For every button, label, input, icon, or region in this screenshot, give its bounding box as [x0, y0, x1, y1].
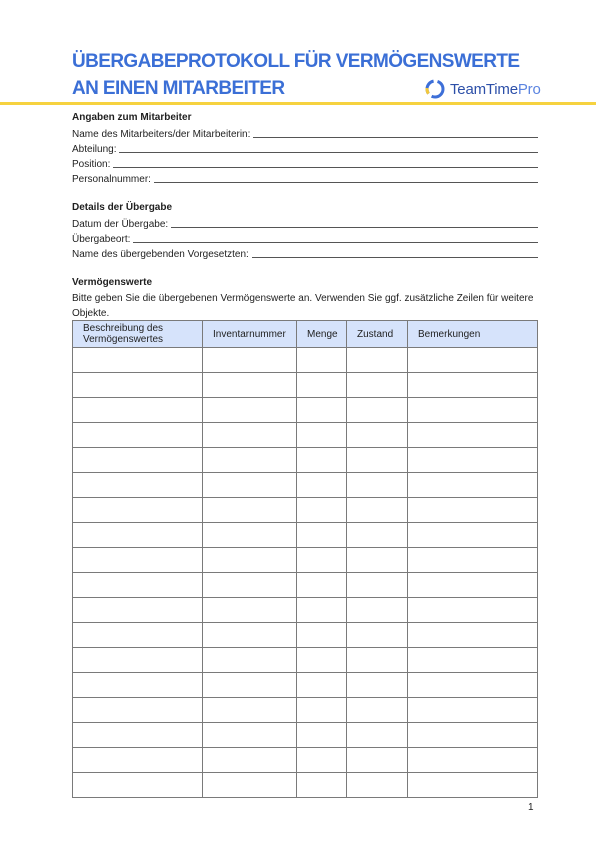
table-row — [73, 748, 538, 773]
table-cell[interactable] — [297, 473, 347, 498]
table-cell[interactable] — [347, 398, 408, 423]
table-cell[interactable] — [73, 673, 203, 698]
table-row — [73, 373, 538, 398]
table-cell[interactable] — [203, 623, 297, 648]
table-cell[interactable] — [347, 773, 408, 798]
table-cell[interactable] — [347, 598, 408, 623]
field-label: Übergabeort: — [72, 234, 131, 245]
table-cell[interactable] — [73, 723, 203, 748]
column-header-remarks: Bemerkungen — [408, 321, 538, 348]
table-cell[interactable] — [203, 448, 297, 473]
table-cell[interactable] — [73, 498, 203, 523]
table-cell[interactable] — [347, 748, 408, 773]
fill-line[interactable] — [113, 159, 538, 168]
table-cell[interactable] — [73, 423, 203, 448]
employee-section-heading: Angaben zum Mitarbeiter — [72, 112, 192, 123]
table-cell[interactable] — [73, 598, 203, 623]
table-cell[interactable] — [203, 473, 297, 498]
table-cell[interactable] — [297, 648, 347, 673]
table-row — [73, 773, 538, 798]
table-row — [73, 573, 538, 598]
table-row — [73, 673, 538, 698]
table-cell[interactable] — [347, 623, 408, 648]
table-cell[interactable] — [203, 548, 297, 573]
table-cell[interactable] — [73, 573, 203, 598]
table-cell[interactable] — [347, 473, 408, 498]
fill-line[interactable] — [133, 234, 538, 243]
table-cell[interactable] — [408, 598, 538, 623]
fill-line[interactable] — [171, 219, 538, 228]
table-cell[interactable] — [408, 623, 538, 648]
table-row — [73, 723, 538, 748]
table-header-row — [73, 321, 538, 348]
table-cell[interactable] — [297, 698, 347, 723]
table-row — [73, 498, 538, 523]
table-cell[interactable] — [297, 773, 347, 798]
table-cell[interactable] — [408, 423, 538, 448]
department-field[interactable] — [72, 141, 538, 155]
table-row — [73, 623, 538, 648]
table-cell[interactable] — [297, 498, 347, 523]
table-cell[interactable] — [297, 423, 347, 448]
table-cell[interactable] — [408, 673, 538, 698]
table-row — [73, 473, 538, 498]
table-row — [73, 398, 538, 423]
table-cell[interactable] — [73, 748, 203, 773]
table-cell[interactable] — [408, 498, 538, 523]
table-row — [73, 598, 538, 623]
logo-text-main: TeamTime — [450, 80, 518, 98]
supervisor-name-field[interactable] — [72, 246, 538, 260]
logo-wordmark — [450, 81, 541, 98]
table-cell[interactable] — [203, 523, 297, 548]
page-number: 1 — [528, 802, 534, 813]
table-cell[interactable] — [408, 523, 538, 548]
table-cell[interactable] — [297, 398, 347, 423]
employee-name-field[interactable] — [72, 126, 538, 140]
logo-icon — [424, 78, 446, 100]
column-header-condition: Zustand — [347, 321, 408, 348]
teamtimepro-logo — [424, 77, 541, 101]
table-cell[interactable] — [203, 748, 297, 773]
field-label: Abteilung: — [72, 144, 117, 155]
table-cell[interactable] — [408, 448, 538, 473]
table-cell[interactable] — [347, 723, 408, 748]
table-cell[interactable] — [203, 398, 297, 423]
table-cell[interactable] — [73, 648, 203, 673]
table-cell[interactable] — [203, 373, 297, 398]
table-cell[interactable] — [73, 623, 203, 648]
table-cell[interactable] — [73, 473, 203, 498]
table-row — [73, 448, 538, 473]
table-cell[interactable] — [347, 498, 408, 523]
table-row — [73, 548, 538, 573]
assets-section-heading: Vermögenswerte — [72, 277, 153, 288]
fill-line[interactable] — [252, 249, 538, 258]
handover-date-field[interactable] — [72, 216, 538, 230]
table-cell[interactable] — [73, 373, 203, 398]
table-cell[interactable] — [73, 698, 203, 723]
table-cell[interactable] — [347, 348, 408, 373]
field-label: Datum der Übergabe: — [72, 219, 169, 230]
table-cell[interactable] — [408, 723, 538, 748]
table-cell[interactable] — [408, 348, 538, 373]
table-cell[interactable] — [297, 373, 347, 398]
field-label: Position: — [72, 159, 111, 170]
table-cell[interactable] — [297, 548, 347, 573]
table-row — [73, 523, 538, 548]
table-cell[interactable] — [408, 398, 538, 423]
table-cell[interactable] — [203, 348, 297, 373]
handover-location-field[interactable] — [72, 231, 538, 245]
table-cell[interactable] — [408, 573, 538, 598]
table-cell[interactable] — [203, 598, 297, 623]
table-cell[interactable] — [297, 348, 347, 373]
table-cell[interactable] — [347, 523, 408, 548]
table-cell[interactable] — [347, 448, 408, 473]
table-cell[interactable] — [347, 698, 408, 723]
table-row — [73, 423, 538, 448]
title-line-2: AN EINEN MITARBEITER — [72, 78, 285, 99]
field-label: Name des Mitarbeiters/der Mitarbeiterin: — [72, 129, 251, 140]
table-cell[interactable] — [408, 698, 538, 723]
table-cell[interactable] — [203, 673, 297, 698]
table-row — [73, 698, 538, 723]
assets-instructions: Bitte geben Sie die übergebenen Vermögenswerte an. Verwenden Sie ggf. zusätzliche Zeilen für weitere Objekte. — [72, 293, 534, 319]
table-cell[interactable] — [347, 648, 408, 673]
assets-table — [72, 320, 538, 798]
table-cell[interactable] — [203, 648, 297, 673]
table-cell[interactable] — [408, 473, 538, 498]
fill-line[interactable] — [253, 129, 538, 138]
table-cell[interactable] — [408, 648, 538, 673]
fill-line[interactable] — [119, 144, 538, 153]
table-cell[interactable] — [297, 573, 347, 598]
table-cell[interactable] — [203, 573, 297, 598]
header-divider — [0, 102, 596, 105]
table-cell[interactable] — [73, 548, 203, 573]
field-label: Personalnummer: — [72, 174, 151, 185]
column-header-description: Beschreibung des Vermögenswertes — [73, 321, 203, 348]
column-header-quantity: Menge — [297, 321, 347, 348]
position-field[interactable] — [72, 156, 538, 170]
fill-line[interactable] — [154, 174, 538, 183]
table-cell[interactable] — [347, 573, 408, 598]
table-cell[interactable] — [203, 723, 297, 748]
table-cell[interactable] — [73, 448, 203, 473]
table-cell[interactable] — [408, 373, 538, 398]
field-label: Name des übergebenden Vorgesetzten: — [72, 249, 249, 260]
table-cell[interactable] — [203, 498, 297, 523]
table-cell[interactable] — [408, 548, 538, 573]
table-cell[interactable] — [203, 423, 297, 448]
assets-table-body — [73, 348, 538, 798]
table-cell[interactable] — [347, 373, 408, 398]
table-cell[interactable] — [347, 423, 408, 448]
table-cell[interactable] — [297, 523, 347, 548]
table-row — [73, 348, 538, 373]
table-cell[interactable] — [297, 598, 347, 623]
table-cell[interactable] — [297, 448, 347, 473]
logo-text-accent: Pro — [517, 80, 541, 98]
table-cell[interactable] — [297, 748, 347, 773]
column-header-inventory-number: Inventarnummer — [203, 321, 297, 348]
table-cell[interactable] — [297, 723, 347, 748]
table-cell[interactable] — [203, 773, 297, 798]
table-cell[interactable] — [297, 623, 347, 648]
table-row — [73, 648, 538, 673]
table-cell[interactable] — [408, 748, 538, 773]
title-line-1: ÜBERGABEPROTOKOLL FÜR VERMÖGENSWERTE — [72, 51, 520, 72]
table-cell[interactable] — [73, 523, 203, 548]
table-cell[interactable] — [73, 398, 203, 423]
table-cell[interactable] — [408, 773, 538, 798]
table-cell[interactable] — [73, 773, 203, 798]
table-cell[interactable] — [347, 673, 408, 698]
personnel-number-field[interactable] — [72, 171, 538, 185]
table-cell[interactable] — [347, 548, 408, 573]
table-cell[interactable] — [73, 348, 203, 373]
table-cell[interactable] — [297, 673, 347, 698]
handover-section-heading: Details der Übergabe — [72, 202, 173, 213]
table-cell[interactable] — [203, 698, 297, 723]
